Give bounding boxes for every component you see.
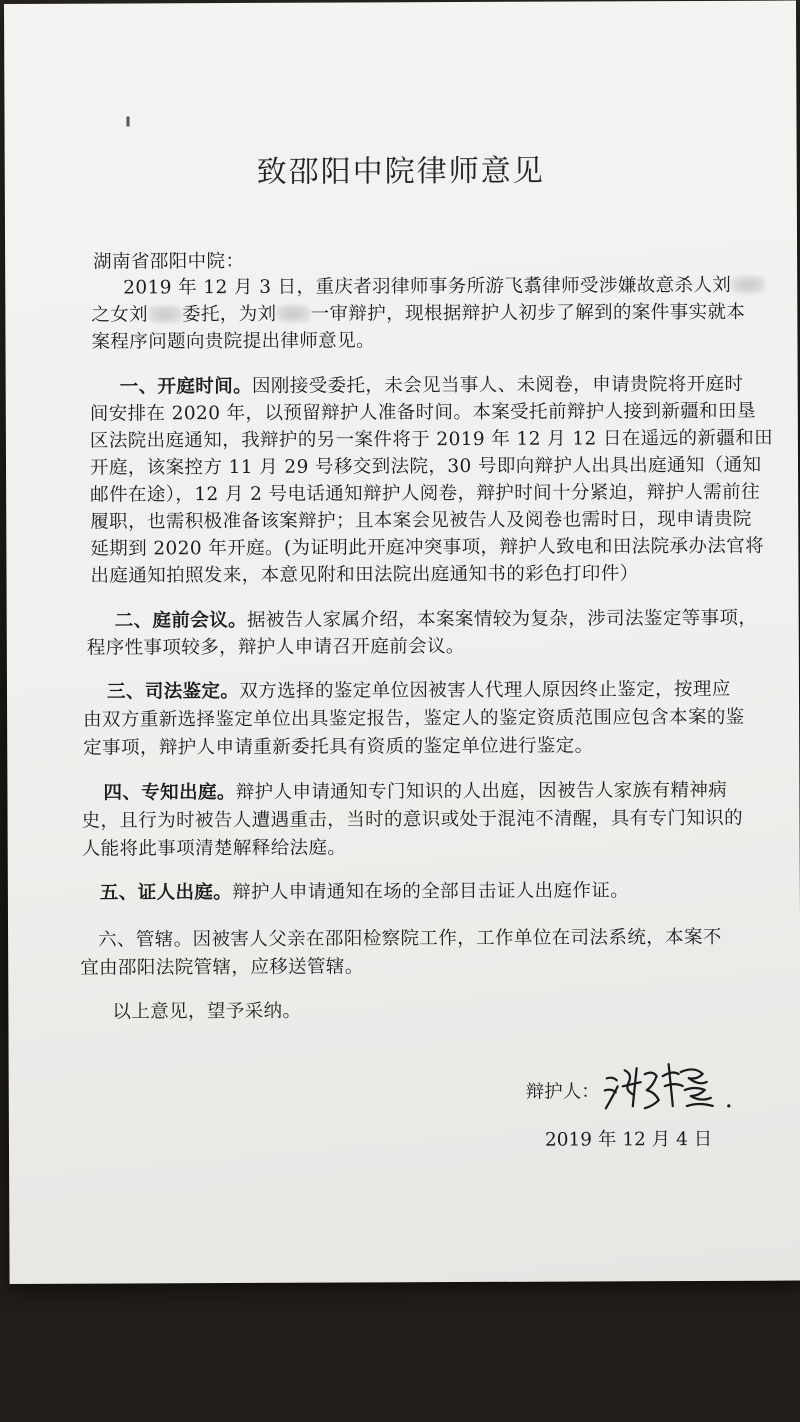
section-2-text: 据被告人家属介绍，本案案情较为复杂，涉司法鉴定等事项，	[246, 607, 758, 631]
section-3-text: 双方选择的鉴定单位因被害人代理人原因终止鉴定，按理应	[239, 678, 731, 702]
section-5-heading: 五、证人出庭。	[99, 882, 233, 904]
redaction-blur	[731, 276, 765, 294]
section-1-line-5: 邮件在途），12 月 2 号电话通知辩护人阅卷，辩护时间十分紧迫，辩护人需前往	[90, 481, 760, 506]
intro-text: 之女刘	[91, 304, 149, 326]
section-4-heading: 四、专知出庭。	[103, 781, 236, 804]
intro-line-3: 案程序问题向贵院提出律师意见。	[91, 330, 376, 353]
document-title: 致邵阳中院律师意见	[256, 153, 545, 190]
section-1-line-6: 履职，也需积极准备该案辩护；且本案会见被告人及阅卷也需时日，现申请贵院	[90, 508, 752, 533]
document-page	[4, 1, 800, 1284]
handwritten-signature	[603, 1056, 743, 1117]
signature-label: 辩护人：	[525, 1081, 600, 1103]
section-4-line-3: 人能将此事项清楚解释给法庭。	[81, 837, 347, 860]
intro-text: 一审辩护，现根据辩护人初步了解到的案件事实就本	[310, 301, 746, 325]
section-1-line-3: 区法院出庭通知，我辩护的另一案件将于 2019 年 12 月 12 日在遥远的新疆和田	[89, 427, 774, 452]
section-1-line-2: 间安排在 2020 年，以预留辩护人准备时间。本案受托前辩护人接到新疆和田垦	[89, 400, 756, 425]
redaction-blur	[277, 305, 311, 323]
section-3-line-3: 定事项，辩护人申请重新委托具有资质的鉴定单位进行鉴定。	[83, 735, 594, 759]
section-6-text: 因被害人父亲在邵阳检察院工作，工作单位在司法系统，本案不	[192, 926, 722, 951]
intro-line-1	[123, 271, 765, 300]
ink-mark	[126, 116, 129, 126]
section-6-line-2: 宜由邵阳法院管辖，应移送管辖。	[80, 956, 364, 979]
section-1-line-7: 延期到 2020 年开庭。(为证明此开庭冲突事项，辩护人致电和田法院承办法官将	[90, 535, 765, 560]
document-date: 2019 年 12 月 4 日	[544, 1128, 713, 1151]
section-2-line-1	[115, 604, 758, 633]
closing-line: 以上意见，望予采纳。	[112, 1000, 302, 1023]
section-2-line-2: 程序性事项较多，辩护人申请召开庭前会议。	[86, 635, 465, 659]
section-4-line-2: 史，且行为时被告人遭遇重击，当时的意识或处于混沌不清醒，具有专门知识的	[81, 807, 744, 832]
section-6-heading: 六、管辖。	[98, 929, 193, 951]
section-1-heading: 一、开庭时间。	[119, 375, 253, 398]
section-3-heading: 三、司法鉴定。	[106, 680, 240, 703]
section-1-line-1	[120, 370, 744, 399]
section-3-line-2: 由双方重新选择鉴定单位出具鉴定报告，鉴定人的鉴定资质范围应包含本案的鉴	[83, 706, 745, 731]
section-1-line-4: 开庭，该案控方 11 月 29 号移交到法院，30 号即向辩护人出具出庭通知（通知	[89, 454, 762, 479]
section-1-text: 因刚接受委托，未会见当事人、未阅卷，申请贵院将开庭时	[251, 373, 744, 397]
section-3-line-1	[107, 675, 731, 704]
section-5-line-1	[100, 876, 629, 904]
addressee: 湖南省邵阳中院：	[93, 250, 245, 273]
redaction-blur	[148, 305, 182, 323]
intro-line-2	[91, 298, 745, 327]
section-4-line-1	[103, 776, 727, 805]
section-5-text: 辩护人申请通知在场的全部目击证人出庭作证。	[232, 880, 630, 904]
section-4-text: 辩护人申请通知专门知识的人出庭，因被告人家族有精神病	[235, 779, 728, 803]
section-2-heading: 二、庭前会议。	[114, 609, 248, 632]
section-6-line-1	[98, 923, 722, 952]
section-1-line-8: 出庭通知拍照发来，本意见附和田法院出庭通知书的彩色打印件）	[90, 563, 639, 587]
intro-text: 2019 年 12 月 3 日，重庆者羽律师事务所游飞翥律师受涉嫌故意杀人刘	[123, 274, 732, 299]
intro-text: 委托，为刘	[182, 303, 277, 326]
